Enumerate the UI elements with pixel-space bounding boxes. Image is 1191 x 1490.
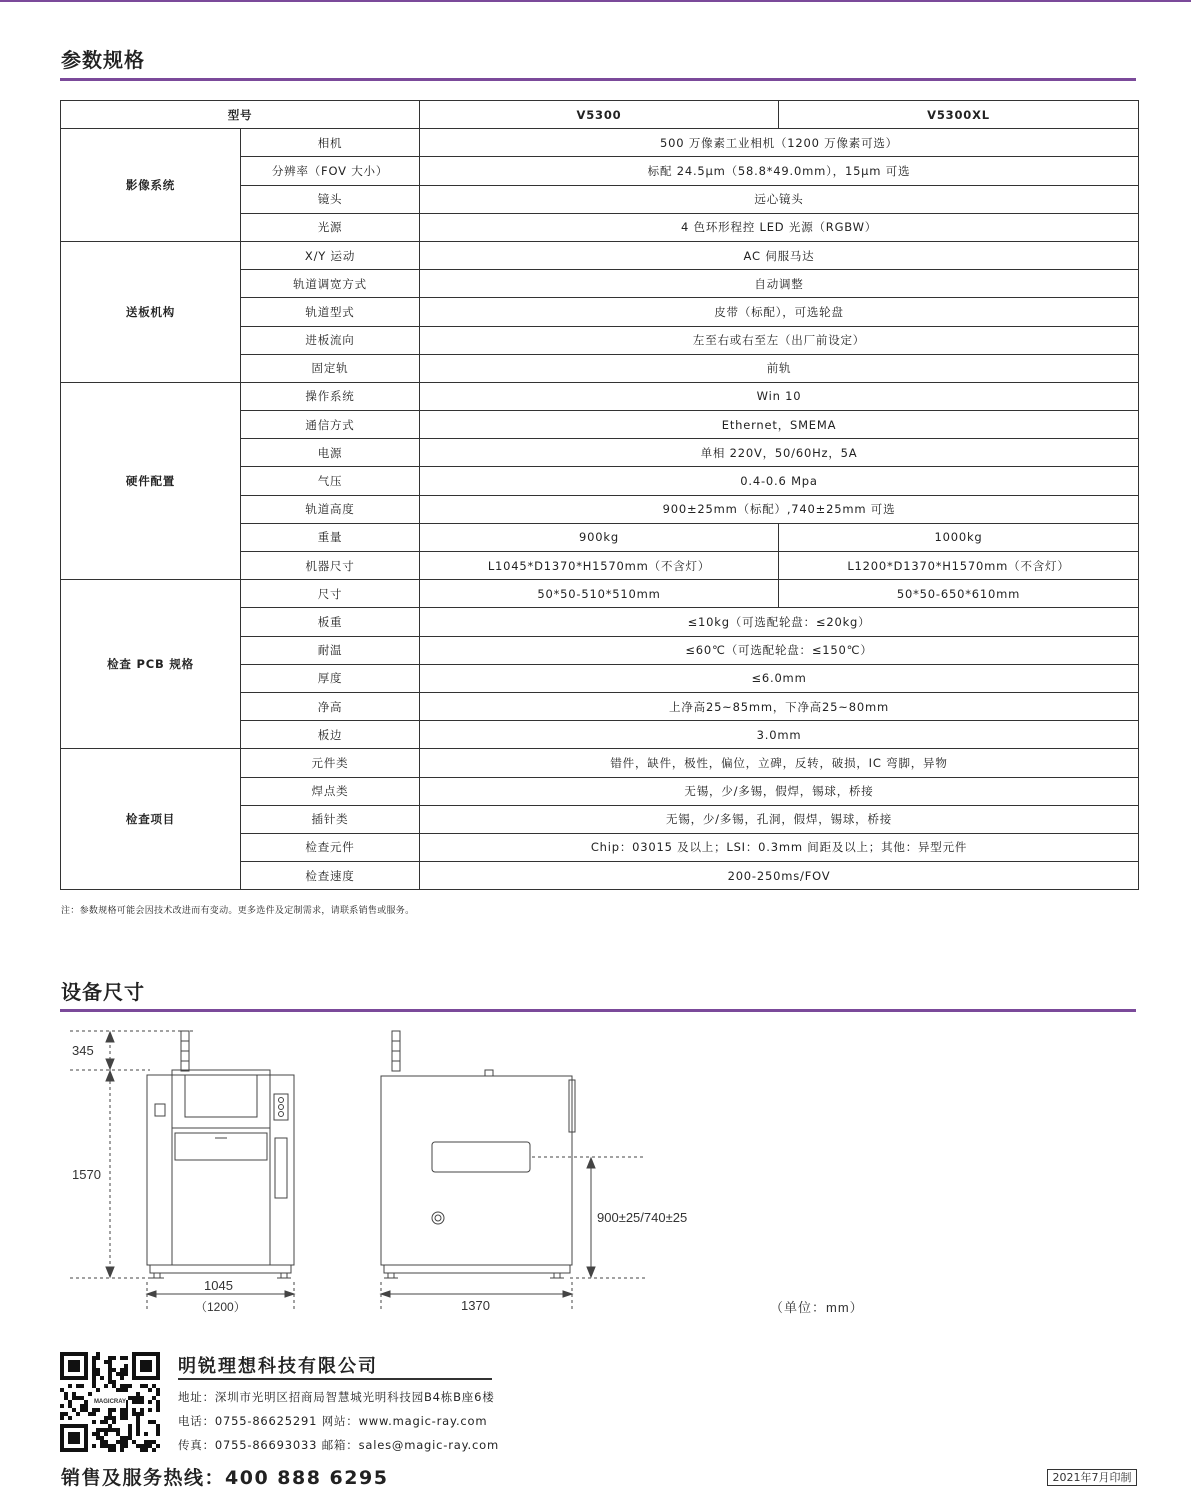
qr-code bbox=[60, 1352, 160, 1452]
param-value-v5300xl: L1200*D1370*H1570mm（不含灯） bbox=[779, 552, 1139, 580]
param-label: 相机 bbox=[241, 129, 420, 157]
table-row bbox=[61, 580, 1139, 608]
param-value-v5300xl: 50*50-650*610mm bbox=[779, 580, 1139, 608]
company-name: 明锐理想科技有限公司 bbox=[178, 1356, 378, 1377]
dim-section-rule bbox=[60, 1009, 1136, 1012]
param-label: X/Y 运动 bbox=[241, 241, 420, 269]
company-phone-web: 电话：0755-86625291 网站：www.magic-ray.com bbox=[178, 1414, 488, 1428]
param-value: AC 伺服马达 bbox=[420, 241, 1139, 269]
dim-unit: （单位：mm） bbox=[770, 1300, 864, 1315]
param-value: Win 10 bbox=[420, 382, 1139, 410]
service-hotline: 销售及服务热线：400 888 6295 bbox=[61, 1467, 389, 1489]
param-value-v5300: 50*50-510*510mm bbox=[420, 580, 779, 608]
param-label: 板重 bbox=[241, 608, 420, 636]
param-label: 轨道型式 bbox=[241, 298, 420, 326]
table-header-row bbox=[61, 101, 1139, 129]
param-label: 机器尺寸 bbox=[241, 552, 420, 580]
param-value: 远心镜头 bbox=[420, 185, 1139, 213]
company-fax-email: 传真：0755-86693033 邮箱：sales@magic-ray.com bbox=[178, 1438, 499, 1452]
param-label: 电源 bbox=[241, 439, 420, 467]
param-value: 200-250ms/FOV bbox=[420, 862, 1139, 890]
param-value: 标配 24.5μm（58.8*49.0mm），15μm 可选 bbox=[420, 157, 1139, 185]
param-value: ≤60℃（可选配轮盘：≤150℃） bbox=[420, 636, 1139, 664]
param-label: 元件类 bbox=[241, 749, 420, 777]
param-label: 板边 bbox=[241, 721, 420, 749]
param-label: 净高 bbox=[241, 692, 420, 720]
param-value: 3.0mm bbox=[420, 721, 1139, 749]
param-value-v5300: L1045*D1370*H1570mm（不含灯） bbox=[420, 552, 779, 580]
spec-section-rule bbox=[60, 78, 1136, 81]
spec-section-title: 参数规格 bbox=[61, 48, 145, 72]
param-label: 气压 bbox=[241, 467, 420, 495]
print-date: 2021年7月印制 bbox=[1047, 1469, 1137, 1486]
param-value: ≤6.0mm bbox=[420, 664, 1139, 692]
param-label: 操作系统 bbox=[241, 382, 420, 410]
dim-width: 1045 bbox=[204, 1278, 233, 1293]
table-row bbox=[61, 129, 1139, 157]
param-label: 焊点类 bbox=[241, 777, 420, 805]
table-row bbox=[61, 241, 1139, 269]
param-label: 镜头 bbox=[241, 185, 420, 213]
param-label: 轨道调宽方式 bbox=[241, 270, 420, 298]
param-value: Ethernet，SMEMA bbox=[420, 411, 1139, 439]
param-value: 左至右或右至左（出厂前设定） bbox=[420, 326, 1139, 354]
param-label: 检查元件 bbox=[241, 833, 420, 861]
param-value: Chip：03015 及以上；LSI：0.3mm 间距及以上；其他：异型元件 bbox=[420, 833, 1139, 861]
param-label: 轨道高度 bbox=[241, 495, 420, 523]
top-accent-line bbox=[0, 0, 1191, 2]
param-label: 通信方式 bbox=[241, 411, 420, 439]
param-value: 上净高25~85mm，下净高25~80mm bbox=[420, 692, 1139, 720]
category-cell: 检查 PCB 规格 bbox=[61, 580, 241, 749]
param-label: 耐温 bbox=[241, 636, 420, 664]
param-label: 进板流向 bbox=[241, 326, 420, 354]
param-value: 皮带（标配），可选轮盘 bbox=[420, 298, 1139, 326]
dim-body-height: 1570 bbox=[72, 1167, 101, 1182]
spec-note: 注：参数规格可能会因技术改进而有变动。更多选件及定制需求，请联系销售或服务。 bbox=[61, 906, 415, 916]
table-row bbox=[61, 749, 1139, 777]
param-value: 无锡，少/多锡，孔洞，假焊，锡球，桥接 bbox=[420, 805, 1139, 833]
side-view-drawing bbox=[370, 1020, 670, 1320]
param-value: 无锡，少/多锡，假焊，锡球，桥接 bbox=[420, 777, 1139, 805]
param-label: 光源 bbox=[241, 213, 420, 241]
param-value: ≤10kg（可选配轮盘：≤20kg） bbox=[420, 608, 1139, 636]
param-label: 固定轨 bbox=[241, 354, 420, 382]
dim-width-xl: （1200） bbox=[195, 1300, 246, 1314]
spec-table bbox=[60, 100, 1139, 890]
header-v5300: V5300 bbox=[420, 101, 779, 129]
company-rule bbox=[178, 1378, 492, 1380]
param-value-v5300: 900kg bbox=[420, 523, 779, 551]
param-value-v5300xl: 1000kg bbox=[779, 523, 1139, 551]
front-view-drawing bbox=[60, 1020, 340, 1320]
category-cell: 送板机构 bbox=[61, 241, 241, 382]
param-label: 厚度 bbox=[241, 664, 420, 692]
category-cell: 检查项目 bbox=[61, 749, 241, 890]
param-label: 重量 bbox=[241, 523, 420, 551]
dim-depth: 1370 bbox=[461, 1298, 490, 1313]
category-cell: 影像系统 bbox=[61, 129, 241, 242]
param-value: 错件，缺件，极性，偏位，立碑，反转，破损，IC 弯脚，异物 bbox=[420, 749, 1139, 777]
dim-section-title: 设备尺寸 bbox=[61, 980, 145, 1004]
category-cell: 硬件配置 bbox=[61, 382, 241, 579]
param-value: 自动调整 bbox=[420, 270, 1139, 298]
header-v5300xl: V5300XL bbox=[779, 101, 1139, 129]
param-label: 插针类 bbox=[241, 805, 420, 833]
param-label: 分辨率（FOV 大小） bbox=[241, 157, 420, 185]
param-value: 单相 220V，50/60Hz，5A bbox=[420, 439, 1139, 467]
dim-top-height: 345 bbox=[72, 1043, 94, 1058]
dim-track-height: 900±25/740±25 bbox=[597, 1210, 688, 1225]
param-value: 0.4-0.6 Mpa bbox=[420, 467, 1139, 495]
param-value: 500 万像素工业相机（1200 万像素可选） bbox=[420, 129, 1139, 157]
company-address: 地址：深圳市光明区招商局智慧城光明科技园B4栋B座6楼 bbox=[178, 1390, 495, 1404]
param-label: 尺寸 bbox=[241, 580, 420, 608]
header-model: 型号 bbox=[61, 101, 420, 129]
param-value: 前轨 bbox=[420, 354, 1139, 382]
param-label: 检查速度 bbox=[241, 862, 420, 890]
table-row bbox=[61, 382, 1139, 410]
param-value: 900±25mm（标配）,740±25mm 可选 bbox=[420, 495, 1139, 523]
qr-logo: MAGICRAY bbox=[93, 1399, 127, 1405]
param-value: 4 色环形程控 LED 光源（RGBW） bbox=[420, 213, 1139, 241]
